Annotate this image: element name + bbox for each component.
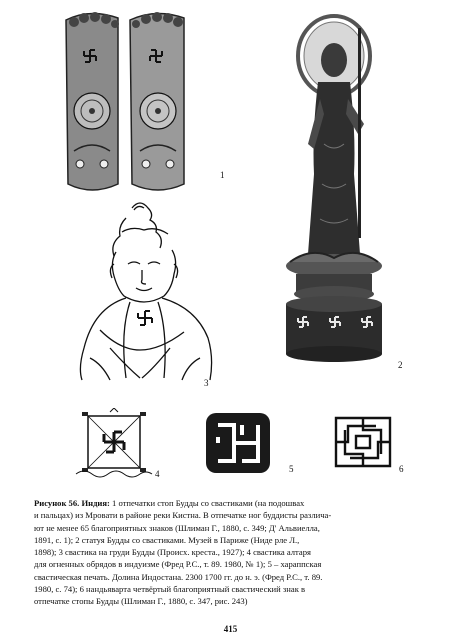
left-footprint <box>66 12 119 190</box>
figure-4-fire-altar <box>74 408 154 480</box>
caption-line: 1980, с. 74); 6 нандьяварта четвёртый благоприятный свастический знак в <box>34 584 306 595</box>
figure-5-harappan-seal <box>204 411 272 475</box>
page-number: 415 <box>223 624 238 634</box>
caption-line: свастическая печать. Долина Индостана. 2300 1700 гг. до н. э. (Фред Р.С., т. 89. <box>34 571 323 582</box>
caption-line: ют не менее 65 благоприятных знаков (Шлиман Г., 1880, с. 349; Д' Альвиелла, <box>34 522 320 533</box>
caption-line: и пальцах) из Мровати в районе реки Кистна. В отпечатке ног буддисты различа- <box>34 510 332 521</box>
figure-caption <box>34 497 432 608</box>
right-footprint <box>130 12 184 190</box>
figure-3-buddha-drawing <box>70 198 220 383</box>
figure-2-statue <box>268 4 398 374</box>
caption-line: 1898); 3 свастика на груди Будды (Происх. креста., 1927); 4 свастика алтаря <box>34 547 311 558</box>
caption-line: 1891, с. 1); 2 статуя Будды со свастиками. Музей в Париже (Ниде рле Л., <box>34 534 300 545</box>
figure-1-footprints <box>60 6 190 196</box>
figure-number-3: 3 <box>204 378 209 388</box>
caption-line: отпечатке стопы Будды (Шлиман Г., 1880, с. 347, рис. 243) <box>34 596 248 607</box>
figure-number-2: 2 <box>398 360 403 370</box>
figure-number-1: 1 <box>220 170 225 180</box>
figure-number-5: 5 <box>289 464 294 474</box>
figure-number-4: 4 <box>155 469 160 479</box>
caption-line: для огненных обрядов в индуизме (Фред Р.С., т. 89. 1980, № 1); 5 – хараппская <box>34 559 322 570</box>
figure-6-nandyavarta <box>330 410 396 474</box>
figure-number-6: 6 <box>399 464 404 474</box>
caption-line: Рисунок 56. Индия: 1 отпечатки стоп Будды со свастиками (на подошвах <box>34 498 305 508</box>
caption-lead: Рисунок 56. Индия: <box>34 498 110 508</box>
